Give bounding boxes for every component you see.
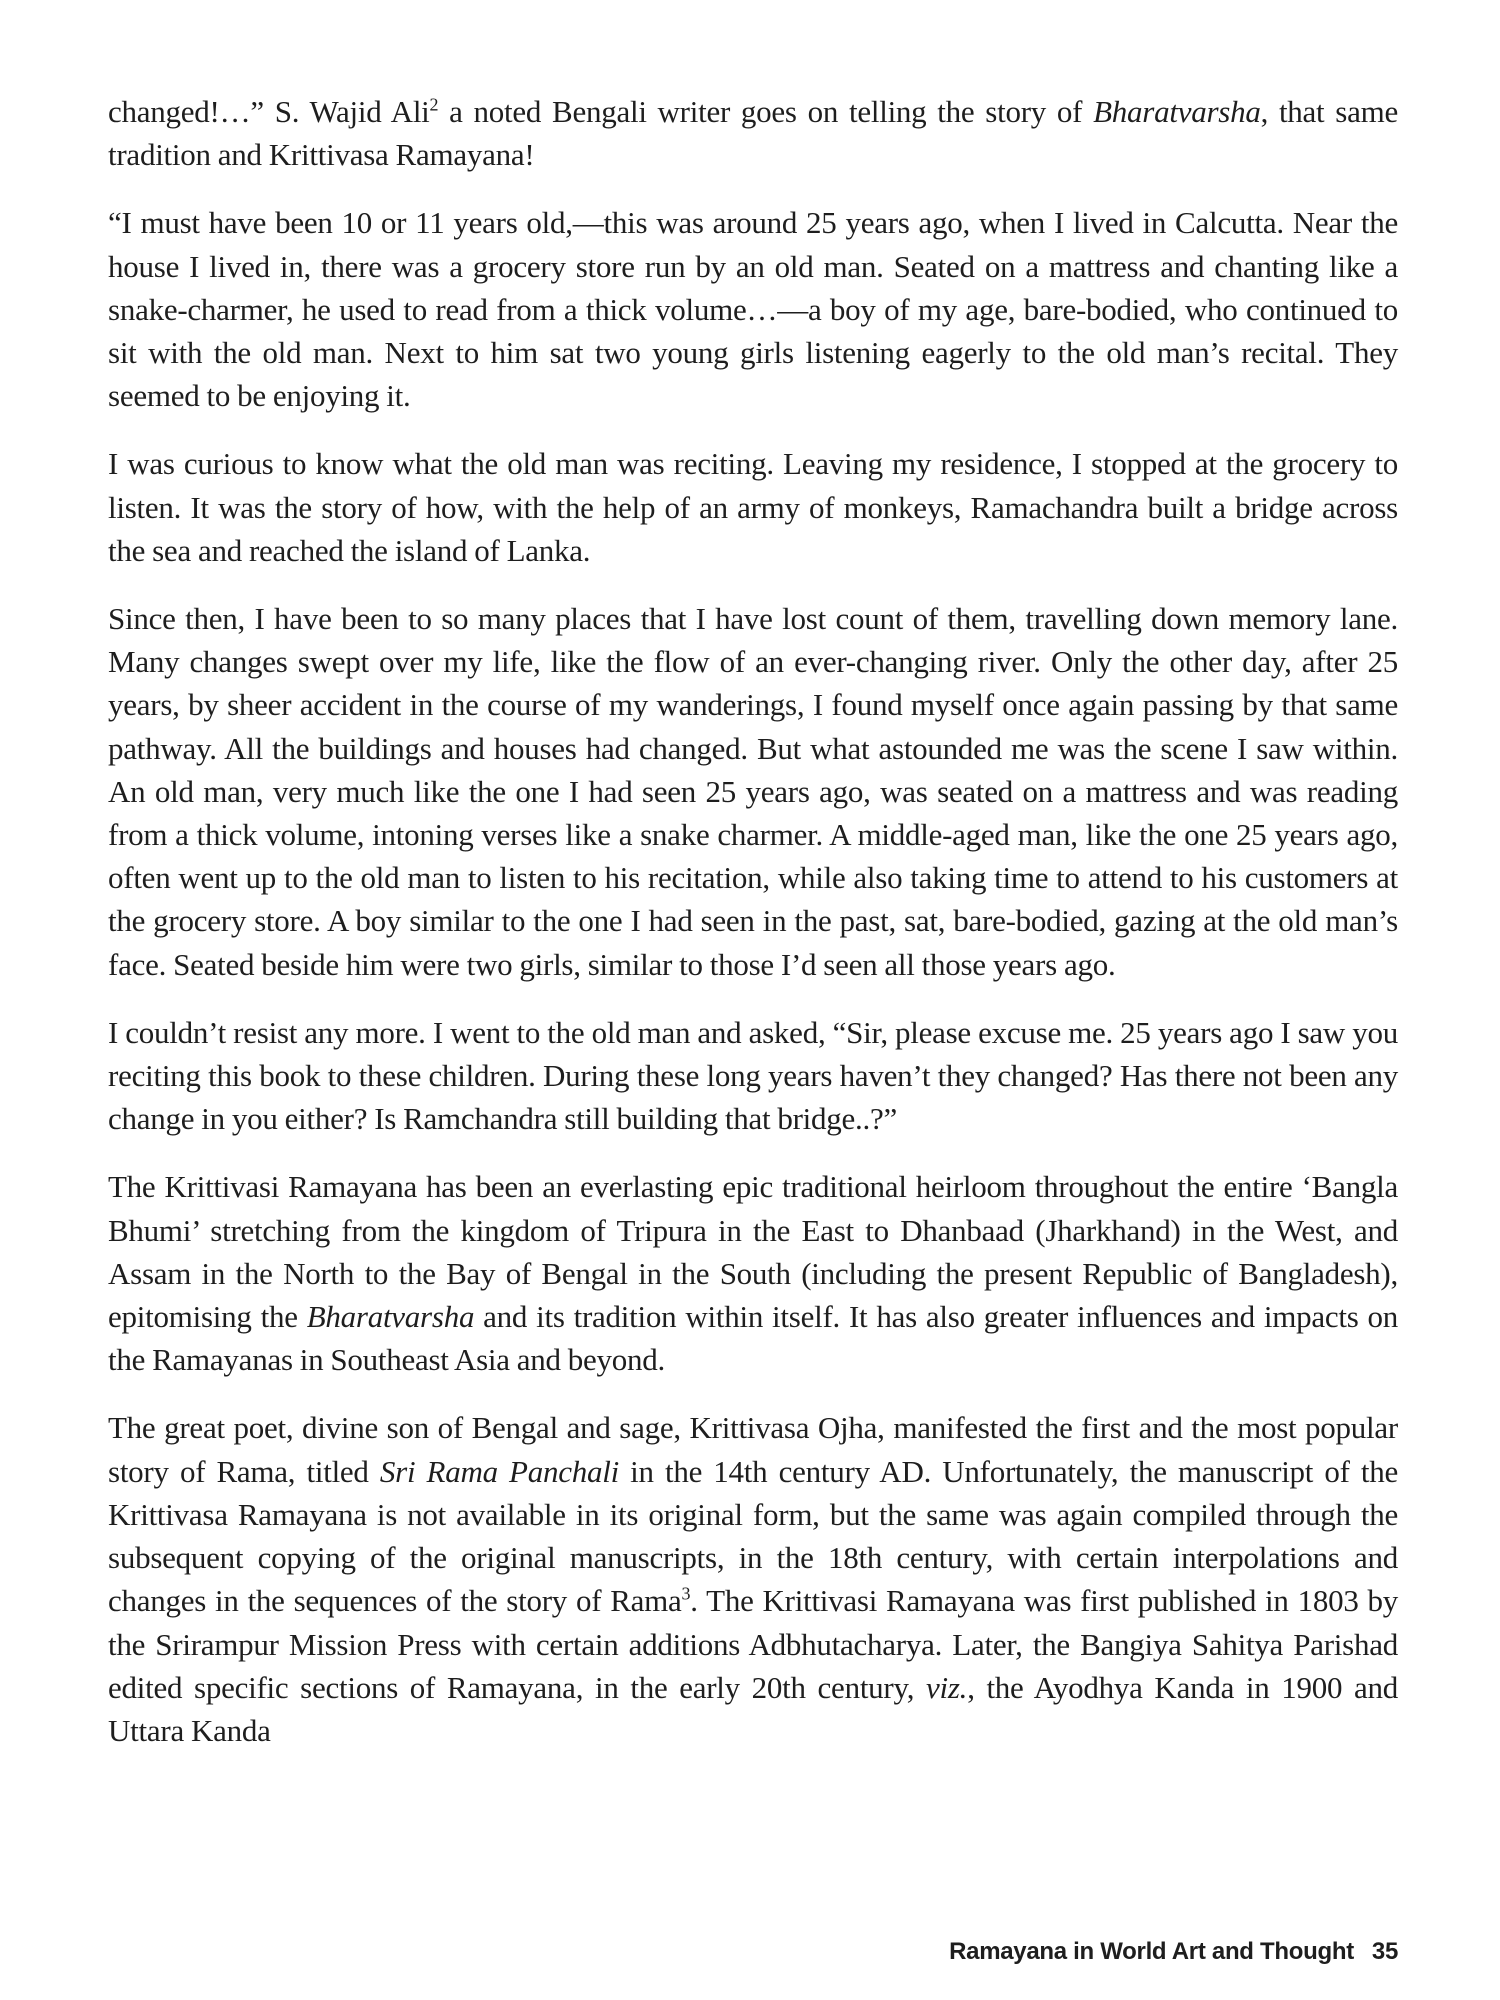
text-run: a noted Bengali writer goes on telling the story of <box>438 94 1094 129</box>
text-run: “I must have been 10 or 11 years old,—this was around 25 years ago, when I lived in Calcutta. Near the house I lived in, there was a grocery store run by an old man. Seated on a mattress and chanting like a snake-charmer, he used to read from a thick volume…—a boy of my age, bare-bodied, who continued to sit with the old man. Next to him sat two young girls listening eagerly to the old man’s recital. They seemed to be enjoying it. <box>108 205 1398 414</box>
running-footer <box>880 1938 1398 1966</box>
text-run: in the 14th century AD. Unfortunately, the manuscript of the Krittivasa Ramayana is not available in its original form, but the same was again compiled through the subsequent copying of the original manuscripts, in the 18th century, with certain interpolations and changes in the sequences of the story of Rama <box>108 1453 1399 1619</box>
paragraph-4 <box>108 597 1398 986</box>
text-run: . The Krittivasi Ramayana was first published in 1803 by the Srirampur Mission Press with certain additions Adbhutacharya. Later, the Bangiya Sahitya Parishad edited specific sections of Ramayana, in the early 20th century, <box>108 1583 1398 1705</box>
text-run: and its tradition within itself. It has also greater influences and impacts on the Ramayanas in Southeast Asia and beyond. <box>108 1299 1398 1378</box>
paragraph-3 <box>108 442 1398 572</box>
footer-book-title: Ramayana in World Art and Thought <box>949 1938 1354 1965</box>
text-run: The great poet, divine son of Bengal and sage, Krittivasa Ojha, manifested the first and the most popular story of Rama, titled <box>108 1410 1398 1489</box>
footnote-marker: 3 <box>681 1583 691 1604</box>
italic-term: viz. <box>926 1669 968 1705</box>
paragraph-6 <box>108 1165 1398 1381</box>
text-run: The Krittivasi Ramayana has been an everlasting epic traditional heirloom throughout the entire ‘Bangla Bhumi’ stretching from the kingdom of Tripura in the East to Dhanbaad (Jharkhand) in the West, and Assam in the North to the Bay of Bengal in the South (including the present Republic of Bangladesh), epitomising the <box>108 1169 1398 1335</box>
page-body <box>108 90 1398 1777</box>
paragraph-2 <box>108 201 1398 417</box>
paragraph-7 <box>108 1406 1398 1752</box>
italic-term: Bharatvarsha <box>1093 94 1261 129</box>
text-run: , that same tradition and Krittivasa Ramayana! <box>108 94 1398 173</box>
text-run: I couldn’t resist any more. I went to the old man and asked, “Sir, please excuse me. 25 years ago I saw you reciting this book to these children. During these long years haven’t they changed? Has there not been any change in you either? Is Ramchandra still building that bridge..?” <box>108 1014 1398 1137</box>
text-run: I was curious to know what the old man was reciting. Leaving my residence, I stopped at the grocery to listen. It was the story of how, with the help of an army of monkeys, Ramachandra built a bridge across the sea and reached the island of Lanka. <box>108 446 1398 568</box>
paragraph-5 <box>108 1011 1398 1141</box>
italic-title: Sri Rama Panchali <box>379 1453 619 1489</box>
footnote-marker: 2 <box>429 94 439 115</box>
text-run: , the Ayodhya Kanda in 1900 and Uttara Kanda <box>108 1669 1398 1748</box>
text-run: changed!…” S. Wajid Ali <box>108 94 430 129</box>
page-number: 35 <box>1371 1938 1398 1965</box>
paragraph-1 <box>108 90 1398 176</box>
italic-term: Bharatvarsha <box>306 1299 475 1335</box>
text-run: Since then, I have been to so many places that I have lost count of them, travelling down memory lane. Many changes swept over my life, like the flow of an ever-changing river. Only the other day, after 25 years, by sheer accident in the course of my wanderings, I found myself once again passing by that same pathway. All the buildings and houses had changed. But what astounded me was the scene I saw within. An old man, very much like the one I had seen 25 years ago, was seated on a mattress and was reading from a thick volume, intoning verses like a snake charmer. A middle-aged man, like the one 25 years ago, often went up to the old man to listen to his recitation, while also taking time to attend to his customers at the grocery store. A boy similar to the one I had seen in the past, sat, bare-bodied, gazing at the old man’s face. Seated beside him were two girls, similar to those I’d seen all those years ago. <box>108 601 1398 982</box>
